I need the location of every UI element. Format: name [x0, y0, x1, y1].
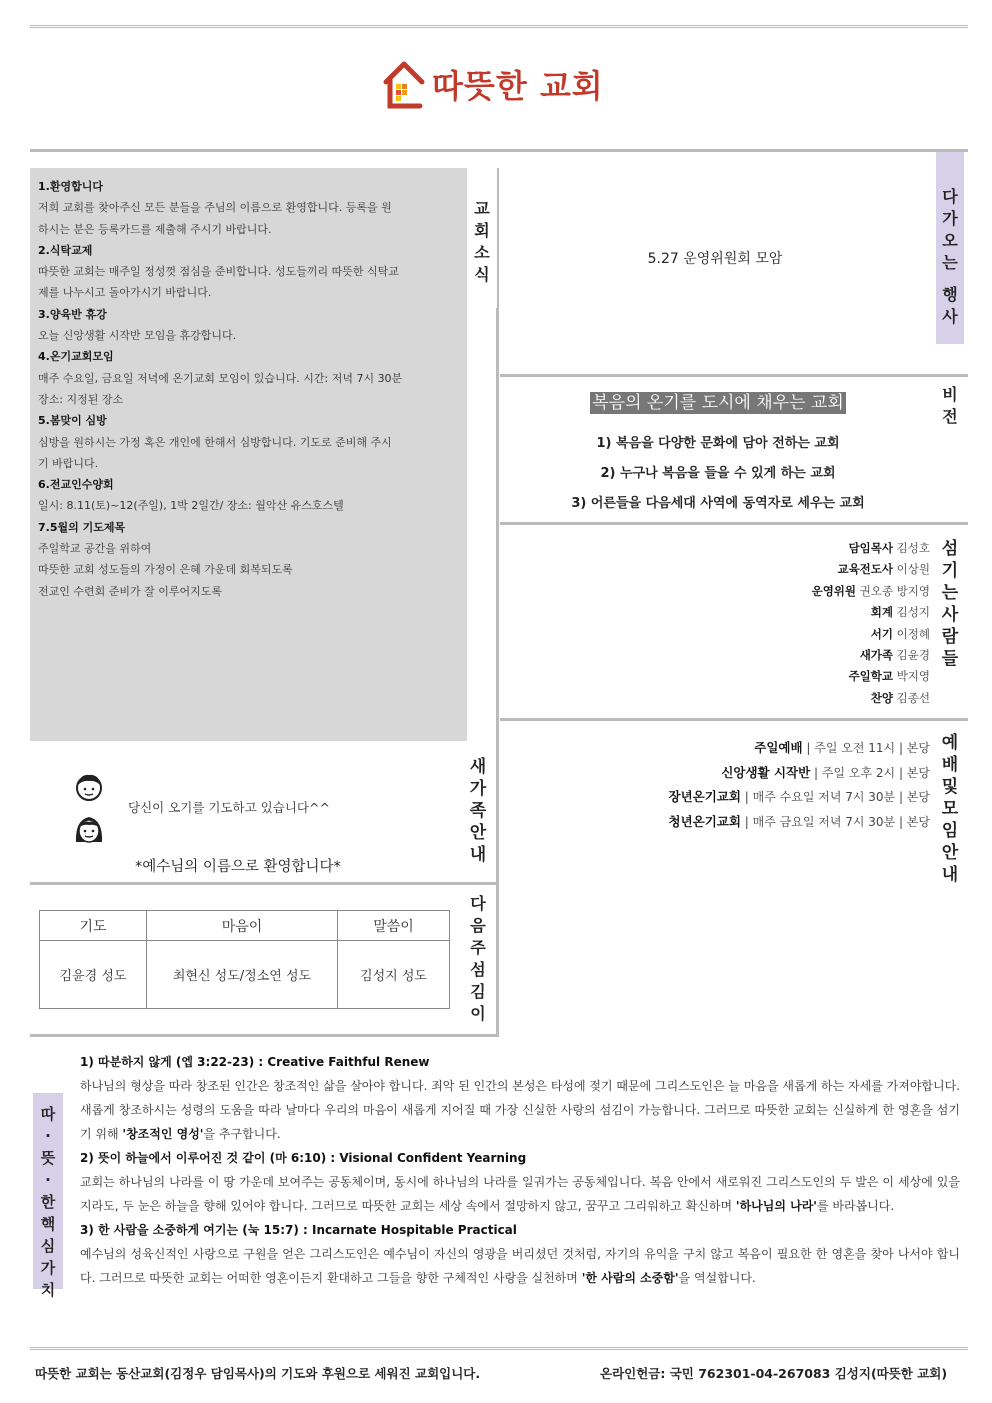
label-char: 가	[469, 779, 487, 799]
worship-detail: | 주일 오후 2시 | 본당	[814, 765, 930, 780]
news-heading: 5.봄맞이 심방	[38, 414, 107, 428]
footer-offering-account: 온라인헌금: 국민 762301-04-267083 김성지(따뜻한 교회)	[600, 1366, 948, 1381]
upcoming-event: 5.27 운영위원회 모암	[647, 251, 783, 267]
footer-support-note: 따뜻한 교회는 동산교회(김정우 담임목사)의 기도와 후원으로 세워진 교회입니다.	[35, 1366, 481, 1381]
church-news-label	[467, 168, 497, 308]
label-char: 소	[474, 243, 490, 262]
server-row	[700, 624, 930, 645]
news-line: 따뜻한 교회 성도들의 가정이 은혜 가운데 회복되도록	[38, 563, 293, 577]
worship-detail: | 매주 금요일 저녁 7시 30분 | 본당	[744, 814, 930, 829]
label-char: 행	[942, 285, 958, 304]
label-char: 안	[941, 843, 959, 863]
core-value-heading: 1) 따분하지 않게 (엡 3:22-23) : Creative Faithful Renew	[80, 1055, 430, 1069]
vision-item: 3) 어른들을 다음세대 사역에 동역자로 세우는 교회	[571, 496, 865, 511]
core-value-heading: 3) 한 사람을 소중하게 여기는 (눅 15:7) : Incarnate Hospitable Practical	[80, 1223, 517, 1237]
server-role: 담임목사	[848, 541, 894, 555]
worship-name: 신앙생활 시작반	[721, 764, 811, 780]
news-heading: 3.양육반 휴강	[38, 307, 107, 321]
duty-value-prayer: 김윤경 성도	[40, 941, 147, 1009]
event-bottom-rule	[500, 374, 968, 377]
label-char: 뜻	[40, 1149, 56, 1167]
header-rule	[30, 149, 968, 152]
core-values-label	[33, 1093, 63, 1299]
server-role: 서기	[870, 626, 894, 641]
label-char: 새	[469, 757, 487, 777]
label-char: ·	[45, 1171, 51, 1189]
house-logo-icon	[380, 56, 428, 112]
server-name: 박지영	[896, 669, 930, 684]
label-char: 족	[469, 801, 487, 821]
news-line: 하시는 분은 등록카드를 제출해 주시기 바랍니다.	[38, 222, 272, 236]
worship-name: 주일예배	[754, 740, 803, 755]
man-avatar-icon	[72, 770, 106, 806]
server-row	[700, 581, 930, 602]
label-char: 핵	[40, 1215, 56, 1233]
bottom-double-rule	[30, 1347, 968, 1351]
server-name: 이정혜	[896, 626, 930, 641]
server-name: 김성호	[896, 541, 930, 555]
label-char: 다	[942, 187, 958, 206]
news-line: 제를 나누시고 돌아가시기 바랍니다.	[38, 286, 212, 300]
vision-bottom-rule	[500, 522, 968, 525]
server-role: 운영위원	[811, 583, 857, 598]
news-line: 매주 수요일, 금요일 저녁에 온기교회 모임이 있습니다. 시간: 저녁 7시 30분	[38, 371, 403, 385]
news-line: 저희 교회를 찾아주신 모든 분들을 주님의 이름으로 환영합니다. 등록을 원	[38, 201, 392, 215]
server-row	[700, 559, 930, 580]
label-char: 다	[470, 894, 486, 913]
label-char: 섬	[470, 960, 486, 979]
label-char: 따	[40, 1105, 56, 1123]
duty-value-heart: 최현신 성도/정소연 성도	[147, 941, 338, 1009]
worship-name: 장년온기교회	[668, 789, 741, 804]
label-char: 음	[470, 916, 486, 935]
church-name: 따뜻한 교회	[432, 67, 604, 105]
core-value-body	[80, 1074, 960, 1146]
worship-detail: | 주일 오전 11시 | 본당	[806, 741, 930, 755]
core-emphasis: '한 사람의 소중함'	[581, 1271, 679, 1285]
duty-header-heart: 마음이	[147, 911, 338, 941]
label-char: 한	[40, 1193, 56, 1211]
label-char: 안	[469, 823, 487, 843]
church-logo	[380, 54, 620, 114]
vision-label	[936, 384, 964, 444]
server-row	[700, 645, 930, 666]
news-line: 일시: 8.11(토)~12(주일), 1박 2일간/ 장소: 월악산 유스호스텔	[38, 499, 344, 513]
servers-bottom-rule	[500, 718, 968, 721]
label-char: 가	[40, 1259, 56, 1277]
vision-title: 복음의 온기를 도시에 채우는 교회	[592, 393, 844, 413]
news-line: 오늘 신앙생활 시작반 모임을 휴강합니다.	[38, 329, 237, 343]
core-text: 교회는 하나님의 나라를 이 땅 가운데 보여주는 공동체이며, 동시에 하나님의 나라를 일궈가는 공동체입니다. 복음 안에서 새로워진 그리스도인의 두 발은 이 세상에 있을 지라도, 두 눈은 하늘을 향해 있어야 합니다. 그러므로 따뜻한 교회는 세상 속에서 절망하지 않고, 꿈꾸고 그리워하고 확신하며	[80, 1175, 960, 1213]
label-char: 비	[942, 385, 958, 404]
core-text: 예수님의 성육신적인 사랑으로 구원을 얻은 그리스도인은 예수님이 자신의 영광을 버리셨던 것처럼, 자기의 유익을 구치 않고 복음이 필요한 한 영혼을 찾아 나서야 합니다. 그러므로 따뜻한 교회는 어떠한 영혼이든지 환대하고 그들을 향한 구체적인 사랑을 실천하며	[80, 1247, 960, 1285]
upcoming-events-label	[936, 152, 964, 344]
server-name: 김윤경	[896, 648, 930, 663]
core-text: 를 바라봅니다.	[816, 1199, 895, 1213]
label-char: 섬	[941, 539, 959, 559]
label-char: 및	[941, 777, 959, 797]
woman-avatar-icon	[72, 812, 106, 848]
new-family-label	[463, 756, 493, 876]
worship-row	[520, 736, 930, 761]
label-char: 심	[40, 1237, 56, 1255]
core-values	[80, 1050, 960, 1290]
label-char: 전	[942, 407, 958, 426]
label-char: 는	[942, 253, 958, 272]
duty-value-word: 김성지 성도	[338, 941, 450, 1009]
core-emphasis: '하나님의 나라'	[735, 1199, 817, 1213]
worship-label	[936, 732, 964, 892]
vision-item: 2) 누구나 복음을 들을 수 있게 하는 교회	[600, 466, 836, 481]
worship-name: 청년온기교회	[668, 813, 741, 829]
news-heading: 1.환영합니다	[38, 180, 103, 193]
label-char: 는	[941, 583, 959, 603]
core-text: 을 역설합니다.	[678, 1271, 756, 1285]
core-value-body	[80, 1242, 960, 1290]
core-value-heading: 2) 뜻이 하늘에서 이루어진 것 같이 (마 6:10) : Visional Confident Yearning	[80, 1151, 527, 1165]
top-double-rule	[30, 25, 968, 29]
server-row	[700, 666, 930, 687]
server-role: 주일학교	[848, 669, 894, 684]
servers-list	[700, 538, 930, 709]
worship-row	[520, 810, 930, 835]
worship-schedule	[520, 736, 930, 834]
news-heading: 4.온기교회모임	[38, 350, 114, 364]
label-char: 배	[941, 755, 959, 775]
duty-header-word: 말씀이	[338, 911, 450, 941]
label-char: 오	[942, 231, 958, 250]
worship-row	[520, 761, 930, 786]
label-char: 김	[470, 982, 486, 1001]
server-name: 이상원	[896, 562, 930, 577]
core-text: 하나님의 형상을 따라 창조된 인간은 창조적인 삶을 살아야 합니다. 죄악 된 인간의 본성은 타성에 젖기 때문에 그리스도인은 늘 마음을 새롭게 하는 자세를 가져야합니다. 새롭게 창조하시는 성령의 도움을 따라 날마다 우리의 마음이 새롭게 지어질 때 가장 신실한 사랑의 섬김이 가능합니다. 그러므로 따뜻한 교회는 신실하게 한 영혼을 섬기기 위해	[80, 1079, 960, 1141]
news-line: 주일학교 공간을 위하여	[38, 542, 152, 556]
label-char: 들	[941, 649, 959, 669]
servers-label	[936, 538, 964, 678]
core-text: 을 추구합니다.	[203, 1127, 281, 1141]
news-heading: 7.5월의 기도제목	[38, 520, 126, 534]
server-role: 교육전도사	[837, 562, 894, 577]
server-name: 김성지	[896, 605, 930, 620]
label-char: 사	[942, 307, 958, 326]
label-char: 기	[941, 561, 959, 581]
label-char: 가	[942, 209, 958, 228]
label-char: 식	[474, 265, 490, 284]
label-char: 회	[474, 221, 490, 240]
core-value-body	[80, 1170, 960, 1218]
family-message: 당신이 오기를 기도하고 있습니다^^	[128, 800, 330, 815]
next-week-duty-table	[39, 910, 450, 1009]
label-char: 모	[941, 799, 959, 819]
label-char: 임	[941, 821, 959, 841]
server-name: 김종선	[896, 690, 930, 705]
label-char: 내	[469, 845, 487, 865]
news-heading: 2.식탁교제	[38, 243, 93, 257]
core-emphasis: '창조적인 영성'	[122, 1127, 204, 1141]
family-welcome: *예수님의 이름으로 환영합니다*	[135, 859, 341, 875]
server-row	[700, 688, 930, 709]
label-char: 예	[941, 733, 959, 753]
label-char: 람	[941, 627, 959, 647]
server-role: 찬양	[870, 690, 894, 705]
news-line: 장소: 지정된 장소	[38, 392, 124, 406]
label-char: 사	[941, 605, 959, 625]
worship-row	[520, 785, 930, 810]
news-line: 전교인 수련회 준비가 잘 이루어지도록	[38, 584, 223, 598]
label-char: 치	[40, 1281, 56, 1299]
label-char: 내	[941, 865, 959, 885]
duty-bottom-rule	[30, 1034, 499, 1037]
label-char: 교	[474, 199, 490, 218]
next-week-servers-label	[463, 893, 493, 1033]
worship-detail: | 매주 수요일 저녁 7시 30분 | 본당	[744, 790, 930, 804]
server-row	[700, 602, 930, 623]
server-row	[700, 538, 930, 559]
news-line: 따뜻한 교회는 매주일 정성껏 점심을 준비합니다. 성도들끼리 따뜻한 식탁교	[38, 265, 399, 279]
label-char: 주	[470, 938, 486, 957]
server-role: 새가족	[859, 648, 894, 663]
duty-header-prayer: 기도	[40, 911, 147, 941]
label-char: ·	[45, 1127, 51, 1145]
church-news-panel	[30, 168, 467, 741]
vision-item: 1) 복음을 다양한 문화에 담아 전하는 교회	[596, 436, 840, 451]
news-line: 기 바랍니다.	[38, 456, 99, 470]
server-name: 권오종 방지영	[859, 583, 930, 598]
news-heading: 6.전교인수양회	[38, 478, 114, 492]
label-char: 이	[470, 1004, 486, 1023]
server-role: 회계	[870, 605, 894, 620]
news-line: 심방을 원하시는 가정 혹은 개인에 한해서 심방합니다. 기도로 준비해 주시	[38, 435, 392, 449]
family-bottom-rule	[30, 882, 496, 885]
